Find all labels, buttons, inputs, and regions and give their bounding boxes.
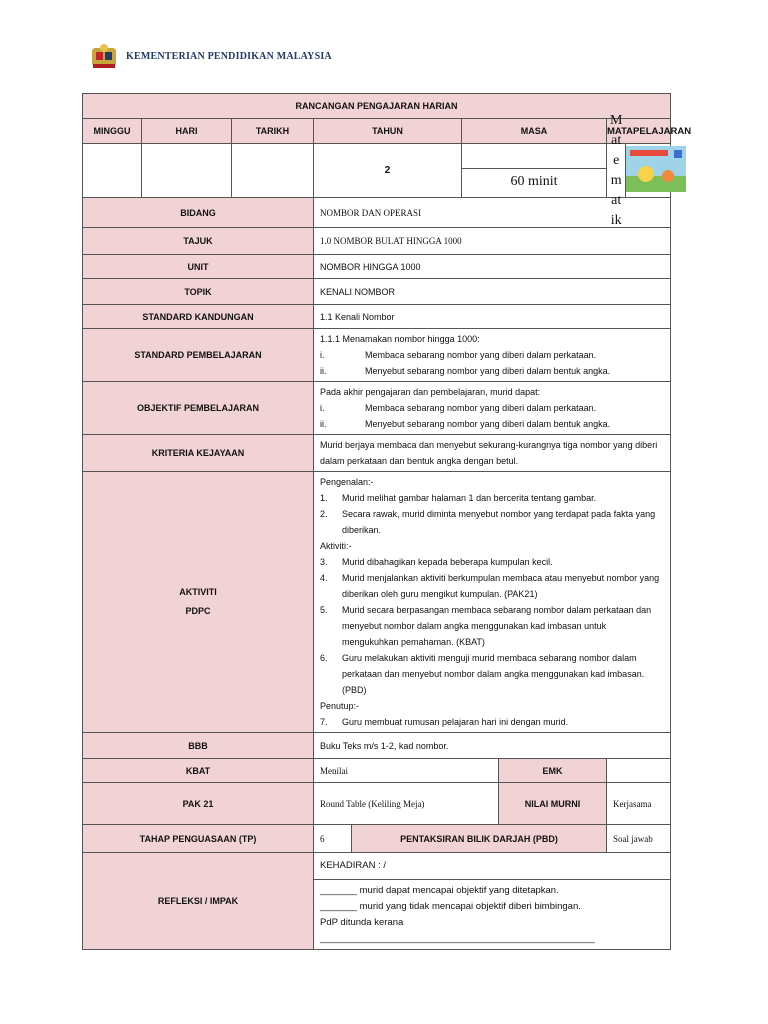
col-hari: HARI: [142, 119, 232, 144]
label-emk: EMK: [499, 759, 607, 783]
list-item: [320, 650, 664, 698]
value-unit: NOMBOR HINGGA 1000: [314, 255, 671, 279]
value-matapelajaran: ematik: [607, 144, 626, 197]
list-item: [320, 416, 664, 432]
value-hari: [142, 144, 232, 198]
pengenalan-heading: Pengenalan:-: [320, 477, 374, 487]
list-item: [320, 490, 664, 506]
table-title: RANCANGAN PENGAJARAN HARIAN: [83, 94, 671, 119]
item-number: 5.: [320, 605, 328, 615]
sp-intro: 1.1.1 Menamakan nombor hingga 1000:: [320, 334, 480, 344]
item-text: Membaca sebarang nombor yang diberi dalam perkataan.: [365, 403, 597, 413]
list-item: [320, 554, 664, 570]
label-kbat: KBAT: [83, 759, 314, 783]
value-tahun: 2: [314, 144, 462, 198]
item-number: 1.: [320, 493, 328, 503]
item-text: Menyebut sebarang nombor yang diberi dalam bentuk angka.: [365, 419, 611, 429]
ministry-header: [90, 42, 332, 70]
label-bbb: BBB: [83, 733, 314, 759]
list-item: [320, 570, 664, 602]
pdpc-label: PDPC: [185, 606, 211, 616]
label-tahap-penguasaan: TAHAP PENGUASAAN (TP): [83, 825, 314, 853]
refleksi-line-2: _______ murid yang tidak mencapai objektif diberi bimbingan.: [320, 901, 581, 912]
list-item: [320, 714, 664, 730]
value-tahap-penguasaan: 6: [314, 825, 352, 853]
value-kriteria: Murid berjaya membaca dan menyebut sekurang-kurangnya tiga nombor yang diberi dalam perkataan dan bentuk angka dengan betul.: [314, 435, 671, 472]
col-tahun: TAHUN: [314, 119, 462, 144]
label-pbd: PENTAKSIRAN BILIK DARJAH (PBD): [352, 825, 607, 853]
value-masa: 60 minit: [510, 174, 558, 189]
list-item: [320, 347, 664, 363]
malaysia-crest-icon: [90, 42, 118, 70]
refleksi-line-1: _______ murid dapat mencapai objektif yang ditetapkan.: [320, 885, 559, 896]
penutup-heading: Penutup:-: [320, 701, 360, 711]
value-kbat: Menilai: [314, 759, 499, 783]
col-matapelajaran: MATAPELAJARAN: [607, 119, 671, 144]
refleksi-line-3: PdP ditunda kerana ____________________________________________________: [320, 917, 595, 944]
item-text: Menyebut sebarang nombor yang diberi dalam bentuk angka.: [365, 366, 611, 376]
objektif-intro: Pada akhir pengajaran dan pembelajaran, murid dapat:: [320, 387, 541, 397]
refleksi-notes: [314, 880, 670, 949]
value-standard-kandungan: 1.1 Kenali Nombor: [314, 305, 671, 329]
label-pak21: PAK 21: [83, 783, 314, 825]
item-number: ii.: [320, 366, 327, 376]
item-text: Secara rawak, murid diminta menyebut nombor yang terdapat pada fakta yang diberikan.: [342, 509, 656, 535]
label-topik: TOPIK: [83, 279, 314, 305]
col-masa: MASA: [462, 119, 607, 144]
item-number: 6.: [320, 653, 328, 663]
item-text: Murid dibahagikan kepada beberapa kumpulan kecil.: [342, 557, 553, 567]
item-text: Murid melihat gambar halaman 1 dan bercerita tentang gambar.: [342, 493, 597, 503]
col-minggu: MINGGU: [83, 119, 142, 144]
value-nilai-murni: Kerjasama: [607, 783, 671, 825]
label-kriteria: KRITERIA KEJAYAAN: [83, 435, 314, 472]
label-standard-pembelajaran: STANDARD PEMBELAJARAN: [83, 329, 314, 382]
label-nilai-murni: NILAI MURNI: [499, 783, 607, 825]
textbook-cover-icon: [626, 146, 686, 192]
aktiviti-label: AKTIVITI: [179, 587, 217, 597]
value-aktiviti: [314, 472, 671, 733]
item-text: Guru membuat rumusan pelajaran hari ini dengan murid.: [342, 717, 569, 727]
item-number: 3.: [320, 557, 328, 567]
list-item: [320, 363, 664, 379]
label-tajuk: TAJUK: [83, 228, 314, 255]
col-tarikh: TARIKH: [232, 119, 314, 144]
list-item: [320, 400, 664, 416]
list-item: [320, 602, 664, 650]
label-unit: UNIT: [83, 255, 314, 279]
label-objektif: OBJEKTIF PEMBELAJARAN: [83, 382, 314, 435]
item-number: 2.: [320, 509, 328, 519]
label-standard-kandungan: STANDARD KANDUNGAN: [83, 305, 314, 329]
value-pbd: Soal jawab: [607, 825, 671, 853]
value-standard-pembelajaran: [314, 329, 671, 382]
item-number: 4.: [320, 573, 328, 583]
label-bidang: BIDANG: [83, 198, 314, 228]
value-objektif: [314, 382, 671, 435]
value-emk: [607, 759, 671, 783]
kehadiran-line: KEHADIRAN : /: [314, 853, 670, 880]
value-tajuk: 1.0 NOMBOR BULAT HINGGA 1000: [314, 228, 671, 255]
aktiviti-heading: Aktiviti:-: [320, 541, 352, 551]
value-pak21: Round Table (Keliling Meja): [314, 783, 499, 825]
matapelajaran-cell: [607, 144, 671, 228]
value-masa-top: [462, 144, 606, 169]
label-refleksi: REFLEKSI / IMPAK: [83, 853, 314, 950]
list-item: [320, 506, 664, 538]
item-number: 7.: [320, 717, 328, 727]
masa-cell: [462, 144, 607, 198]
value-minggu: [83, 144, 142, 198]
item-text: Murid secara berpasangan membaca sebarang nombor dalam perkataan dan menyebut nombor dalam angka menggunakan kad imbasan untuk mengukuhkan pemahaman. (KBAT): [342, 605, 652, 647]
item-text: Murid menjalankan aktiviti berkumpulan membaca atau menyebut nombor yang diberikan oleh guru mengikut kumpulan. (PAK21): [342, 573, 660, 599]
value-refleksi: [314, 853, 671, 950]
item-number: i.: [320, 350, 325, 360]
lesson-plan-table: [82, 93, 692, 950]
label-aktiviti: [83, 472, 314, 733]
value-tarikh: [232, 144, 314, 198]
item-number: i.: [320, 403, 325, 413]
item-text: Membaca sebarang nombor yang diberi dalam perkataan.: [365, 350, 597, 360]
ministry-title: KEMENTERIAN PENDIDIKAN MALAYSIA: [126, 50, 332, 62]
item-text: Guru melakukan aktiviti menguji murid membaca sebarang nombor dalam perkataan dan menyebut nombor dalam angka menggunakan kad imbasan. (PBD): [342, 653, 645, 695]
value-topik: KENALI NOMBOR: [314, 279, 671, 305]
item-number: ii.: [320, 419, 327, 429]
book-cell: [626, 144, 686, 197]
value-bidang: NOMBOR DAN OPERASI: [314, 198, 671, 228]
value-bbb: Buku Teks m/s 1-2, kad nombor.: [314, 733, 671, 759]
